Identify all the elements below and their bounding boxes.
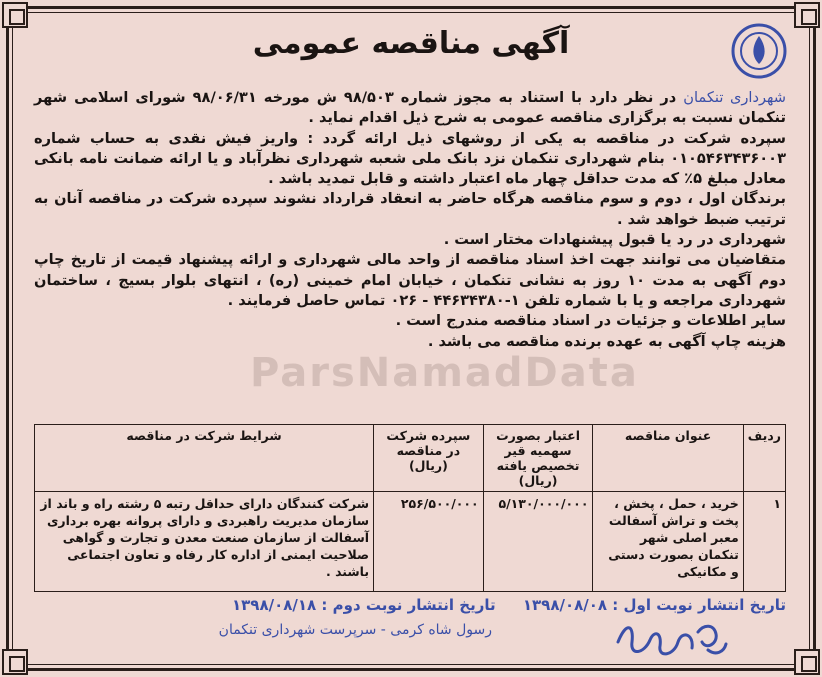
header-conditions: شرایط شرکت در مناقصه	[35, 425, 374, 492]
second-publish-date: تاریخ انتشار نوبت دوم : ۱۳۹۸/۰۸/۱۸	[231, 596, 496, 614]
paragraph: متقاضیان می توانند جهت اخذ اسناد مناقصه از واحد مالی شهرداری و ارائه پیشنهاد قیمت از تاریخ چاپ دوم آگهی به مدت ۱۰ روز به نشانی تنکمان ، خیابان امام خمینی (ره) ، انتهای بلوار بسیج ، ساختمان شهرداری مراجعه و یا با شماره تلفن ۱-۴۴۶۳۴۳۸۰ - ۰۲۶ تماس حاصل فرمایند .	[34, 251, 786, 309]
cell-title: خرید ، حمل ، پخش ، پخت و تراش آسفالت معبر اصلی شهر تنکمان بصورت دستی و مکانیکی	[593, 492, 743, 592]
first-publish-date: تاریخ انتشار نوبت اول : ۱۳۹۸/۰۸/۰۸	[522, 596, 786, 614]
page-title: آگهی مناقصه عمومی	[252, 26, 570, 61]
cell-credit: ۵/۱۳۰/۰۰۰/۰۰۰	[483, 492, 593, 592]
org-name: شهرداری تنکمان	[683, 89, 786, 106]
corner-ornament	[794, 2, 820, 28]
corner-ornament	[2, 649, 28, 675]
watermark: ParsNamadData	[250, 350, 639, 396]
header-row-number: ردیف	[743, 425, 785, 492]
table-header-row	[35, 425, 786, 492]
tender-table	[34, 424, 786, 592]
paragraph: برندگان اول ، دوم و سوم مناقصه هرگاه حاضر به انعقاد قرارداد نشوند سپرده شرکت در مناقصه آنان به ترتیب ضبط خواهد شد .	[34, 190, 786, 228]
paragraph: شهرداری در رد یا قبول پیشنهادات مختار است .	[443, 231, 786, 249]
corner-ornament	[2, 2, 28, 28]
paragraph: هزینه چاپ آگهی به عهده برنده مناقصه می باشد .	[427, 332, 786, 350]
header-credit: اعتبار بصورت سهمیه قیر تخصیص یافته (ریال)	[483, 425, 593, 492]
signature-line: رسول شاه کرمی - سرپرست شهرداری تنکمان	[218, 622, 492, 638]
paragraph: شهرداری تنکمان در نظر دارد با استناد به مجوز شماره ۹۸/۵۰۳ ش مورخه ۹۸/۰۶/۳۱ شورای اسلامی شهر تنکمان نسبت به برگزاری مناقصه عمومی به شرح ذیل اقدام نماید .	[34, 89, 786, 127]
paragraph: سپرده شرکت در مناقصه به یکی از روشهای ذیل ارائه گردد : واریز فیش نقدی به حساب شماره ۰۱۰۵۴۶۳۴۳۶۰۰۳ بنام شهرداری تنکمان نزد بانک ملی شعبه شهرداری نظرآباد و یا ارائه ضمانت نامه بانکی معادل مبلغ ۵٪ که مدت حداقل چهار ماه اعتبار داشته و قابل تمدید باشد .	[34, 129, 786, 188]
cell-deposit: ۲۵۶/۵۰۰/۰۰۰	[374, 492, 484, 592]
notice-body	[34, 88, 786, 352]
table-row	[35, 492, 786, 592]
cell-conditions: شرکت کنندگان دارای حداقل رتبه ۵ رشته راه و باند از سازمان مدیریت راهبردی و دارای پروانه بهره برداری آسفالت از سازمان صنعت معدن و تجارت و گواهی صلاحیت ایمنی از اداره کار رفاه و تعاون اجتماعی باشند .	[35, 492, 374, 592]
paragraph: سایر اطلاعات و جزئیات در اسناد مناقصه مندرج است .	[395, 312, 786, 330]
header-title: عنوان مناقصه	[593, 425, 743, 492]
header-deposit: سپرده شرکت در مناقصه (ریال)	[374, 425, 484, 492]
handwritten-mark-icon	[612, 612, 732, 664]
cell-row-number: ۱	[743, 492, 785, 592]
corner-ornament	[794, 649, 820, 675]
